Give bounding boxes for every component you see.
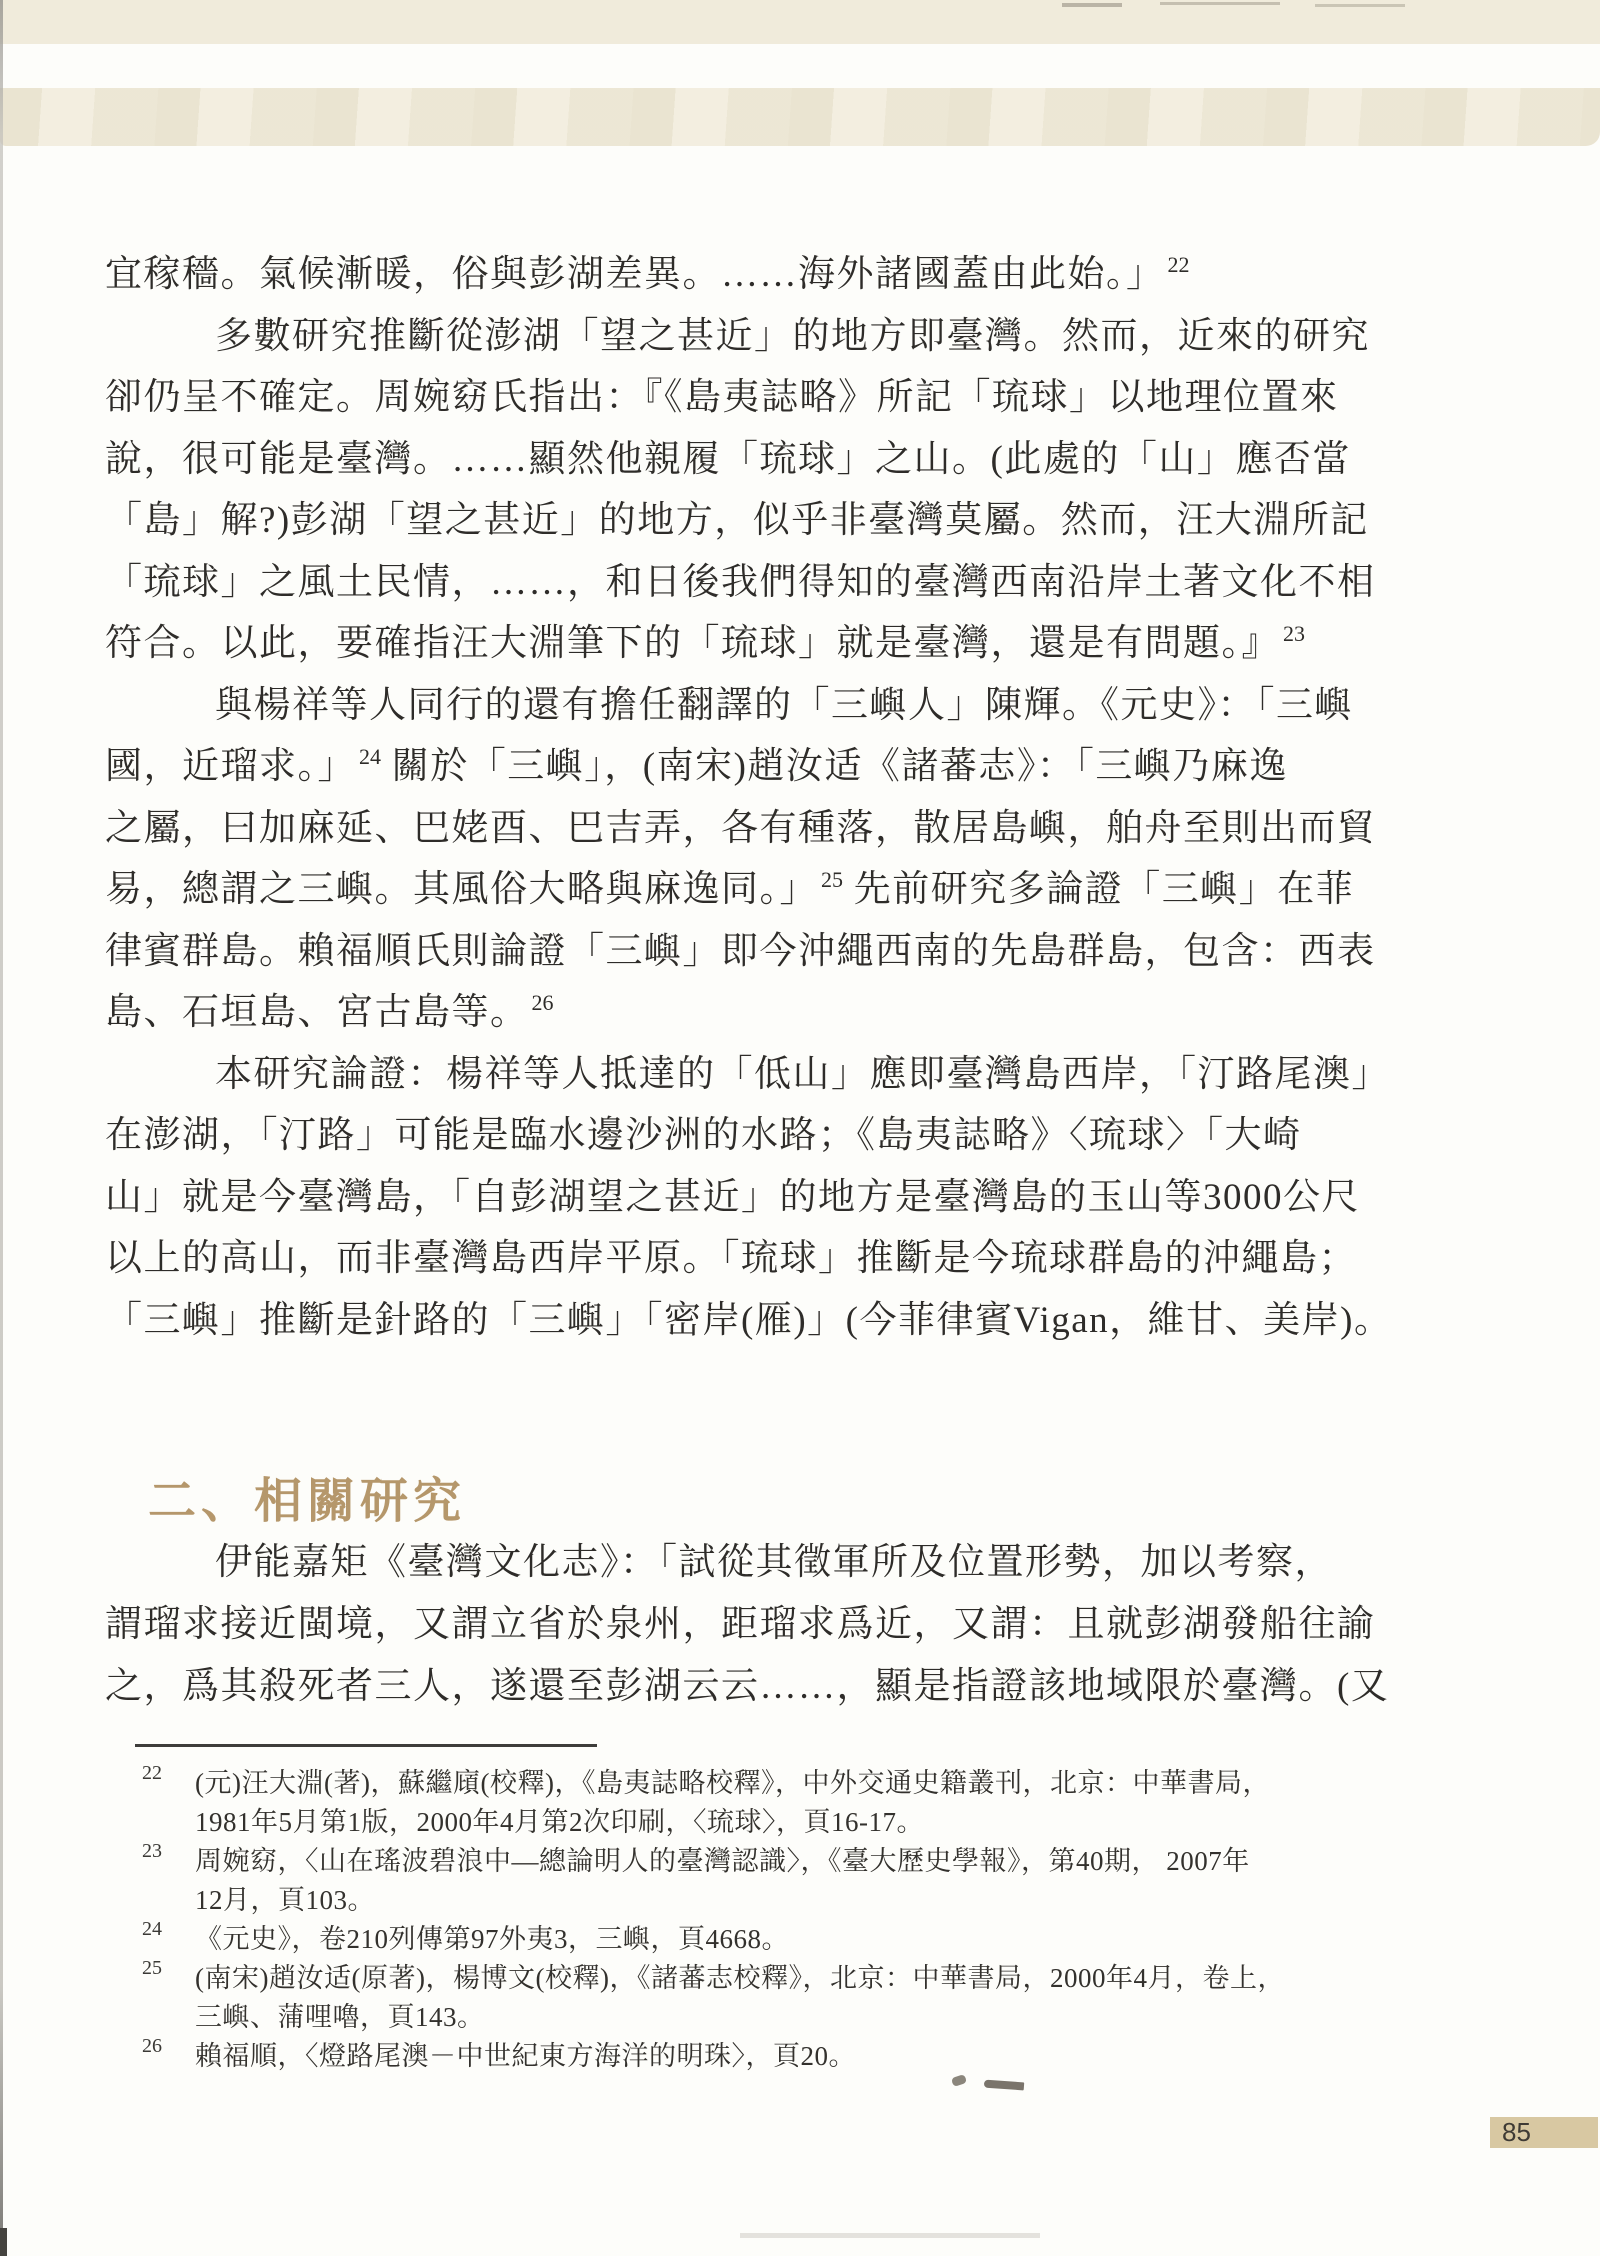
scan-artifact-speck bbox=[1315, 4, 1405, 7]
footnote-text bbox=[195, 1920, 1450, 1959]
text-segment: 伊能嘉矩《臺灣文化志》：「試從其徵軍所及位置形勢，加以考察， bbox=[215, 1542, 1333, 1583]
footnote-reference: 22 bbox=[1167, 252, 1190, 277]
text-line bbox=[105, 367, 1357, 429]
text-segment: 島、石垣島、宮古島等。 bbox=[105, 992, 529, 1033]
text-segment: 本研究論證：楊祥等人抵達的「低山」應即臺灣島西岸，「汀路尾澳」 bbox=[215, 1053, 1390, 1095]
section-paragraph-block bbox=[105, 1532, 1390, 1718]
text-line bbox=[105, 1594, 1376, 1656]
text-segment: 卻仍呈不確定。周婉窈氏指出：『《島夷誌略》所記「琉球」以地理位置來 bbox=[105, 377, 1339, 418]
text-segment: 多數研究推斷從澎湖「望之甚近」的地方即臺灣。然而，近來的研究 bbox=[215, 315, 1370, 357]
footnote bbox=[0, 2037, 1450, 2076]
text-segment: 易，總謂之三嶼。其風俗大略與麻逸同。」 bbox=[105, 869, 818, 910]
scan-artifact-smudge bbox=[984, 2080, 1024, 2091]
footnote-number: 25 bbox=[142, 1957, 162, 1979]
footnote bbox=[0, 1842, 1450, 1920]
text-line bbox=[105, 244, 1357, 306]
footnote-reference: 24 bbox=[359, 744, 381, 769]
text-line bbox=[105, 982, 1357, 1044]
footnote-text bbox=[195, 2037, 1450, 2076]
text-segment: 之屬，曰加麻延、巴姥酉、巴吉弄，各有種落，散居島嶼，舶舟至則出而貿 bbox=[105, 807, 1376, 849]
text-line bbox=[105, 1290, 1393, 1352]
footnote bbox=[0, 1764, 1450, 1842]
footnote-line: 1981年5月第1版，2000年4月第2次印刷，〈琉球〉，頁16-17。 bbox=[195, 1807, 924, 1837]
text-segment: 國，近瑠求。」 bbox=[105, 746, 356, 787]
footnote-line: 《元史》，卷210列傳第97外夷3，三嶼，頁4668。 bbox=[195, 1924, 789, 1954]
footnote-separator-rule bbox=[135, 1744, 597, 1747]
footnote-line: 三嶼、蒲哩嚕，頁143。 bbox=[195, 2002, 485, 2032]
text-segment: 符合。以此，要確指汪大淵筆下的「琉球」就是臺灣，還是有問題。』 bbox=[105, 623, 1280, 664]
text-line bbox=[105, 859, 1357, 921]
footnote-line: 12月，頁103。 bbox=[195, 1885, 375, 1915]
scan-artifact-streak bbox=[740, 2233, 1040, 2238]
text-segment: 之，爲其殺死者三人，遂還至彭湖云云……，顯是指證該地域限於臺灣。(又 bbox=[105, 1666, 1390, 1707]
footnote-line: 周婉窈，〈山在瑤波碧浪中—總論明人的臺灣認識〉，《臺大歷史學報》，第40期， 2007年 bbox=[195, 1846, 1250, 1876]
text-segment: 宜稼穡。氣候漸暖，俗與彭湖差異。……海外諸國蓋由此始。」 bbox=[105, 254, 1165, 295]
footnote-line: (元)汪大淵(著)，蘇繼廎(校釋)，《島夷誌略校釋》，中外交通史籍叢刊，北京：中華書局， bbox=[195, 1768, 1270, 1798]
footnote-line: (南宋)趙汝适(原著)，楊博文(校釋)，《諸蕃志校釋》，北京：中華書局，2000年4月，卷上， bbox=[195, 1963, 1285, 1993]
section-heading: 二、相關研究 bbox=[148, 1475, 467, 1528]
decorative-texture-band bbox=[0, 88, 1600, 146]
text-line bbox=[105, 1656, 1390, 1718]
text-segment: 與楊祥等人同行的還有擔任翻譯的「三嶼人」陳輝。《元史》：「三嶼 bbox=[215, 684, 1353, 726]
text-line bbox=[105, 1167, 1360, 1229]
text-segment: 關於「三嶼」，(南宋)趙汝适《諸蕃志》：「三嶼乃麻逸 bbox=[381, 746, 1288, 787]
scan-artifact-speck bbox=[1160, 2, 1280, 5]
text-segment: 「琉球」之風土民情，……，和日後我們得知的臺灣西南沿岸土著文化不相 bbox=[105, 561, 1376, 603]
text-segment: 「三嶼」推斷是針路的「三嶼」「密岸(雁)」(今菲律賓Vigan，維甘、美岸)。 bbox=[105, 1299, 1393, 1341]
text-line bbox=[105, 798, 1376, 860]
text-line bbox=[105, 921, 1376, 983]
text-segment: 以上的高山，而非臺灣島西岸平原。「琉球」推斷是今琉球群島的沖繩島； bbox=[105, 1238, 1357, 1279]
text-segment: 先前研究多論證「三嶼」在菲 bbox=[843, 869, 1355, 910]
footnote-number: 22 bbox=[142, 1762, 162, 1784]
footnote-number: 23 bbox=[142, 1840, 162, 1862]
scan-artifact-corner-mark bbox=[0, 2228, 7, 2256]
text-segment: 說，很可能是臺灣。……顯然他親履「琉球」之山。(此處的「山」應否當 bbox=[105, 438, 1351, 480]
text-segment: 山」就是今臺灣島，「自彭湖望之甚近」的地方是臺灣島的玉山等3000公尺 bbox=[105, 1176, 1360, 1218]
footnotes-block bbox=[0, 1764, 1450, 2076]
text-line bbox=[105, 675, 1357, 737]
footnote-number: 26 bbox=[142, 2035, 162, 2057]
footnote-text bbox=[195, 1959, 1450, 2037]
text-line bbox=[105, 1228, 1357, 1290]
text-line bbox=[105, 490, 1369, 552]
page-number: 85 bbox=[1502, 2117, 1531, 2147]
text-segment: 律賓群島。賴福順氏則論證「三嶼」即今沖繩西南的先島群島，包含：西表 bbox=[105, 930, 1376, 972]
text-line bbox=[105, 1105, 1357, 1167]
footnote bbox=[0, 1920, 1450, 1959]
footnote-reference: 23 bbox=[1283, 621, 1305, 646]
footnote-text bbox=[195, 1842, 1450, 1920]
footnote-number: 24 bbox=[142, 1918, 162, 1940]
footnote-text bbox=[195, 1764, 1450, 1842]
text-segment: 「島」解?)彭湖「望之甚近」的地方，似乎非臺灣莫屬。然而，汪大淵所記 bbox=[105, 500, 1369, 541]
footnote-reference: 25 bbox=[821, 867, 843, 892]
text-segment: 在澎湖，「汀路」可能是臨水邊沙洲的水路；《島夷誌略》〈琉球〉「大崎 bbox=[105, 1115, 1302, 1156]
page-number-box bbox=[1490, 2117, 1598, 2148]
text-line bbox=[105, 1044, 1390, 1106]
footnote-line: 賴福順，〈燈路尾澳－中世紀東方海洋的明珠〉，頁20。 bbox=[195, 2041, 856, 2071]
footnote-reference: 26 bbox=[531, 990, 554, 1015]
footnote bbox=[0, 1959, 1450, 2037]
text-line bbox=[105, 736, 1357, 798]
text-line bbox=[105, 1532, 1357, 1594]
scan-artifact-speck bbox=[1062, 3, 1122, 7]
text-line bbox=[105, 429, 1357, 491]
body-text-block bbox=[105, 244, 1393, 1351]
text-line bbox=[105, 552, 1376, 614]
text-line bbox=[105, 306, 1370, 368]
text-line bbox=[105, 613, 1357, 675]
text-segment: 謂瑠求接近閩境，又謂立省於泉州，距瑠求爲近，又謂：且就彭湖發船往諭 bbox=[105, 1604, 1376, 1645]
